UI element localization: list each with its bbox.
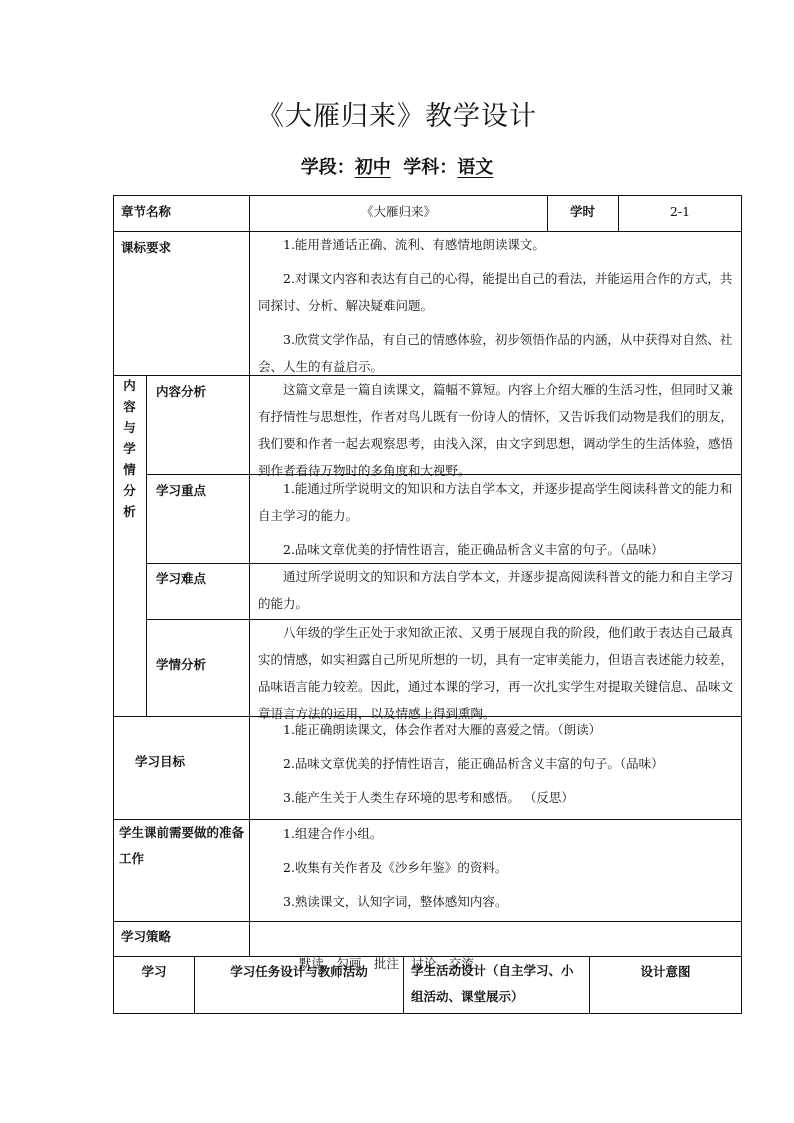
stage-label: 学段： — [300, 157, 355, 178]
footer-header-student: 学生活动设计（自主学习、小组活动、课堂展示） — [411, 963, 574, 1004]
footer-header-study: 学习 — [141, 964, 167, 979]
subject-value: 语文 — [457, 157, 494, 178]
student-analysis-text: 八年级的学生正处于求知欲正浓、又勇于展现自我的阶段，他们敢于表达自己最真实的情感，如实袒露自己所见所想的一切，具有一定审美能力，但语言表述能力较差，品味语言能力较差。因此，通过本课的学习，再一次扎实学生对提取关键信息、品味文章语言方法的运用，以及情感上得到熏陶。 — [258, 625, 734, 721]
objective-item: 3.能产生关于人类生存环境的思考和感悟。 （反思） — [283, 790, 574, 805]
standards-label: 课标要求 — [121, 240, 172, 255]
subject-label: 学科： — [403, 157, 458, 178]
difficulty-label: 学习难点 — [156, 571, 207, 586]
content-analysis-label: 内容分析 — [156, 384, 207, 399]
chapter-label: 章节名称 — [121, 204, 172, 219]
hours-value: 2-1 — [669, 204, 691, 219]
key-point-item: 2.品味文章优美的抒情性语言，能正确品析含义丰富的句子。（品味） — [283, 542, 664, 557]
standards-list — [258, 231, 736, 387]
footer-header-teacher: 学习任务设计与教师活动 — [230, 964, 368, 979]
preparation-label: 学生课前需要做的准备工作 — [119, 825, 245, 866]
chapter-value: 《大雁归来》 — [360, 204, 436, 219]
objective-item: 1.能正确朗读课文，体会作者对大雁的喜爱之情。（朗读） — [283, 722, 602, 737]
objectives-list — [258, 716, 736, 818]
preparation-item: 2.收集有关作者及《沙乡年鉴》的资料。 — [283, 860, 508, 875]
subtitle — [0, 153, 794, 179]
content-analysis-text: 这篇文章是一篇自读课文，篇幅不算短。内容上介绍大雁的生活习性，但同时又兼有抒情性与思想性，作者对鸟儿既有一份诗人的情怀，又告诉我们动物是我们的朋友，我们要和作者一起去观察思考，由浅入深，由文字到思想，调动学生的生活体验，感悟到作者看待万物时的多角度和大视野。 — [258, 382, 734, 478]
student-analysis-label: 学情分析 — [156, 657, 207, 672]
key-points-label: 学习重点 — [156, 483, 207, 498]
objective-item: 2.品味文章优美的抒情性语言，能正确品析含义丰富的句子。（品味） — [283, 756, 664, 771]
standards-item: 1.能用普通话正确、流利、有感情地朗读课文。 — [283, 237, 545, 252]
footer-header-intent: 设计意图 — [640, 964, 691, 979]
page-title: 《大雁归来》教学设计 — [257, 101, 537, 132]
key-points-list — [258, 475, 736, 570]
key-point-item: 1.能通过所学说明文的知识和方法自学本文，并逐步提高学生阅读科普文的能力和自主学习的能力。 — [258, 481, 733, 523]
preparation-list — [258, 820, 736, 922]
stage-value: 初中 — [354, 157, 391, 178]
preparation-item: 1.组建合作小组。 — [283, 826, 383, 841]
analysis-group-label: 内容与学情分析 — [123, 378, 136, 519]
strategy-value: 默读 勾画 批注 讨论 交流 — [298, 956, 474, 971]
preparation-item: 3.熟读课文，认知字词，整体感知内容。 — [283, 894, 508, 909]
standards-item: 2.对课文内容和表达有自己的心得，能提出自己的看法，并能运用合作的方式，共同探讨、分析、解决疑难问题。 — [258, 271, 733, 313]
hours-label: 学时 — [570, 204, 596, 219]
objectives-label: 学习目标 — [135, 754, 186, 769]
strategy-label: 学习策略 — [121, 929, 172, 944]
difficulty-text: 通过所学说明文的知识和方法自学本文，并逐步提高阅读科普文的能力和自主学习的能力。 — [258, 569, 734, 611]
standards-item: 3.欣赏文学作品，有自己的情感体验，初步领悟作品的内涵，从中获得对自然、社会、人生的有益启示。 — [258, 332, 733, 374]
